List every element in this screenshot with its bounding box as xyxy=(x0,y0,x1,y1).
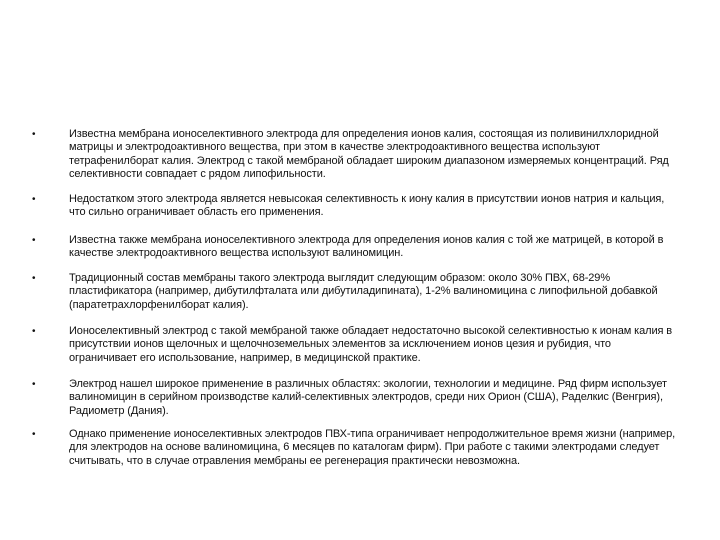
bullet-text: Недостатком этого электрода является невысокая селективность к иону калия в присутствии ионов натрия и кальция, что сильно ограничивает область его применения. xyxy=(69,193,665,219)
bullet-icon: • xyxy=(32,273,36,284)
bullet-text: Ионоселективный электрод с такой мембраной также обладает недостаточно высокой селективностью к ионам калия в присутствии ионов щелочных и щелочноземельных элементов за исключением ионов цезия и рубидия, что ограничивает его использование, например, в медицинской практике. xyxy=(69,325,673,364)
bullet-icon: • xyxy=(32,429,36,440)
bullet-icon: • xyxy=(32,129,36,140)
bullet-text: Электрод нашел широкое применение в различных областях: экологии, технологии и медицине. Ряд фирм использует валиномицин в серийном производстве калий-селективных электродов, среди них Орион (США), Раделкис (Венгрия), Радиометр (Дания). xyxy=(69,378,667,417)
bullet-icon: • xyxy=(32,194,36,205)
bullet-text: Однако применение ионоселективных электродов ПВХ-типа ограничивает непродолжительное время жизни (например, для электродов на основе валиномицина, 6 месяцев по каталогам фирм). При работе с такими электродами следует считывать, что в случае отравления мембраны ее регенерация практически невозможна. xyxy=(69,428,676,467)
bullet-icon: • xyxy=(32,235,36,246)
bullet-icon: • xyxy=(32,326,36,337)
bullet-text: Известна также мембрана ионоселективного электрода для определения ионов калия с той же матрицей, в которой в качестве электродоактивного вещества используют валиномицин. xyxy=(69,234,664,260)
bullet-text: Известна мембрана ионоселективного электрода для определения ионов калия, состоящая из поливинилхлоридной матрицы и электродоактивного вещества, при этом в качестве электродоактивного вещества используют тетрафенилборат калия. Электрод с такой мембраной обладает широким диапазоном измеряемых концентраций. Ряд селективности совпадает с рядом липофильности. xyxy=(69,128,669,181)
bullet-icon: • xyxy=(32,379,36,390)
bullet-text: Традиционный состав мембраны такого электрода выглядит следующим образом: около 30% ПВХ, 68-29% пластификатора (например, дибутилфталата или дибутиладипината), 1-2% валиномицина с липофильной добавкой (паратетрахлорфенилборат калия). xyxy=(69,272,658,311)
